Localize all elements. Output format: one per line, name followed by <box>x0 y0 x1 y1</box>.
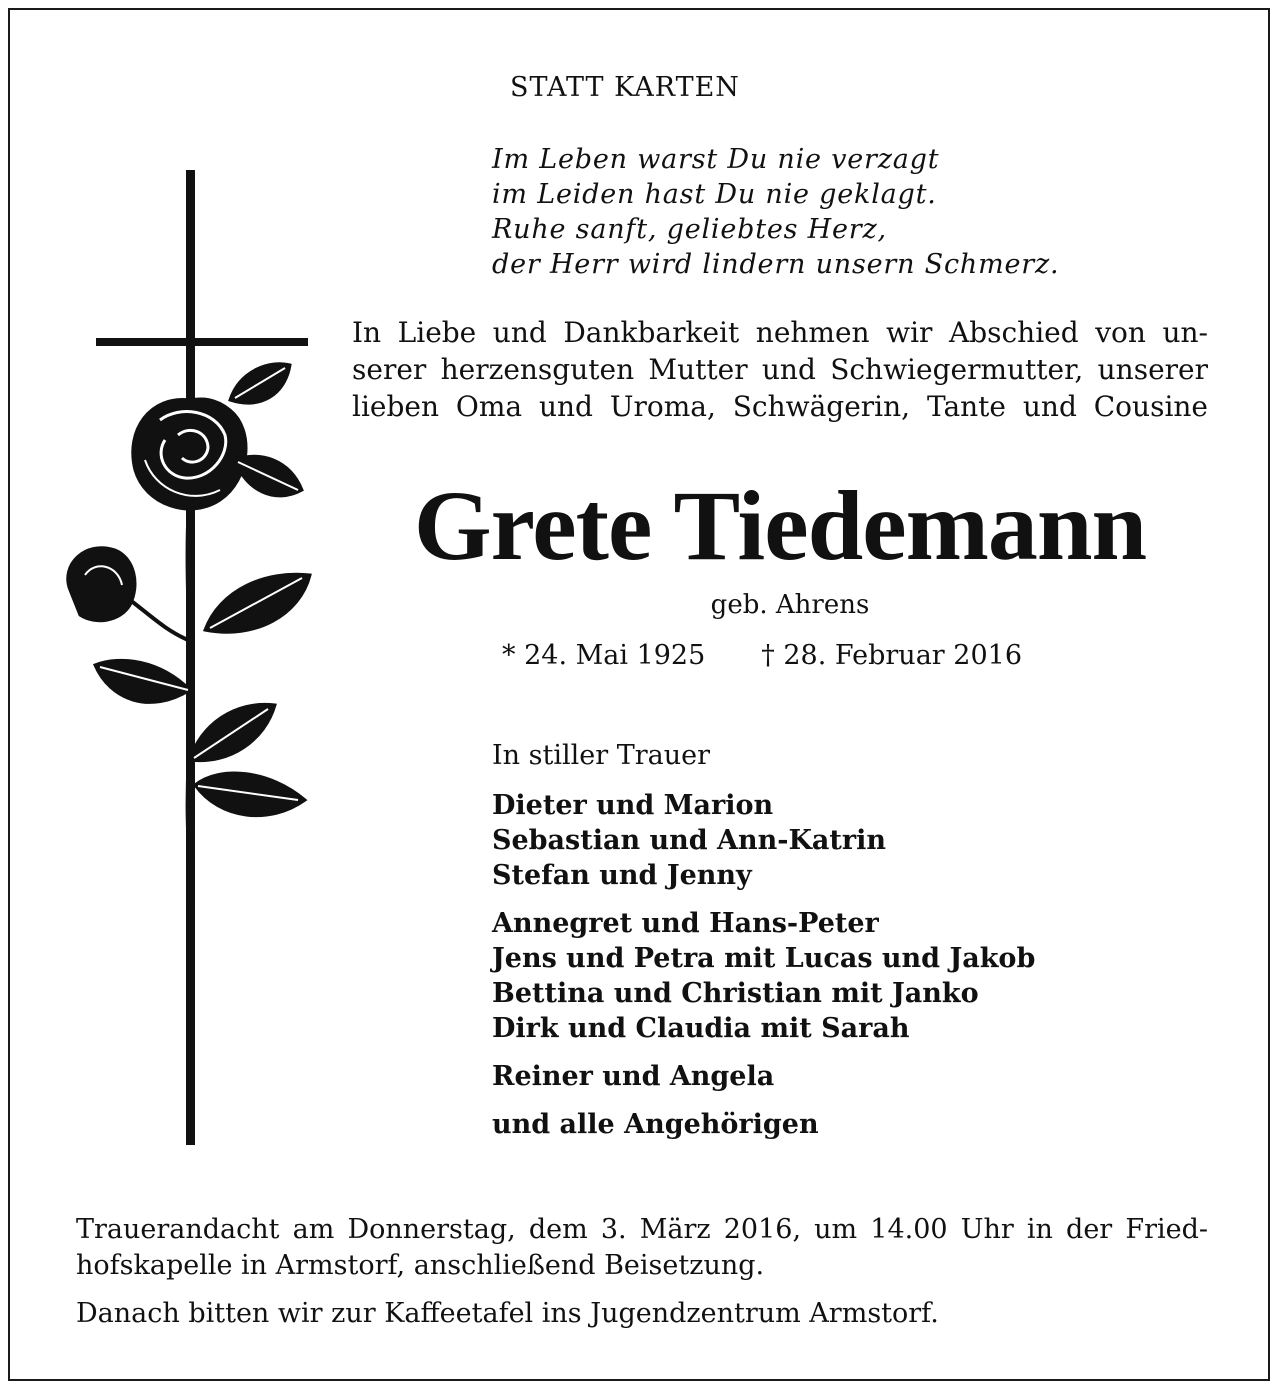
birth-name: geb. Ahrens <box>710 590 870 620</box>
poem-line: der Herr wird lindern unsern Schmerz. <box>492 249 1060 280</box>
mourner-line: Stefan und Jenny <box>492 860 752 891</box>
intro-line: serer herzensguten Mutter und Schwiegermutter, unserer <box>352 353 1208 386</box>
mourner-group <box>492 788 1035 893</box>
intro-line: lieben Oma und Uroma, Schwägerin, Tante und Cousine <box>352 390 1208 423</box>
poem-line: Im Leben warst Du nie verzagt <box>492 144 940 175</box>
service-info <box>76 1212 1208 1332</box>
mourner-line: Annegret und Hans-Peter <box>492 908 879 939</box>
birth-date: * 24. Mai 1925 <box>502 640 706 671</box>
mourner-line: Dirk und Claudia mit Sarah <box>492 1013 910 1044</box>
mourner-line: Bettina und Christian mit Janko <box>492 978 979 1009</box>
life-dates <box>502 640 1022 671</box>
death-date: † 28. Februar 2016 <box>761 640 1022 671</box>
service-paragraph <box>76 1212 1208 1284</box>
mourner-line: Sebastian und Ann-Katrin <box>492 825 887 856</box>
notice-header: STATT KARTEN <box>510 72 740 103</box>
mourner-line: und alle Angehörigen <box>492 1109 819 1140</box>
mourner-group <box>492 1107 1035 1142</box>
cross-rose-artwork <box>40 160 330 1160</box>
mourner-line: Reiner und Angela <box>492 1061 775 1092</box>
cross-icon <box>96 170 308 1145</box>
mourner-line: Jens und Petra mit Lucas und Jakob <box>492 943 1036 974</box>
service-line: hofskapelle in Armstorf, anschließend Beisetzung. <box>76 1250 765 1281</box>
mourning-heading: In stiller Trauer <box>492 740 711 771</box>
mourners-list <box>492 788 1035 1155</box>
reception-paragraph: Danach bitten wir zur Kaffeetafel ins Jugendzentrum Armstorf. <box>76 1298 939 1329</box>
intro-line: In Liebe und Dankbarkeit nehmen wir Abschied von un- <box>352 316 1208 349</box>
intro-text <box>352 314 1208 425</box>
service-line: Trauerandacht am Donnerstag, dem 3. März 2016, um 14.00 Uhr in der Fried- <box>76 1214 1208 1245</box>
mourner-group <box>492 1059 1035 1094</box>
poem-line: im Leiden hast Du nie geklagt. <box>492 179 937 210</box>
mourner-line: Dieter und Marion <box>492 790 774 821</box>
deceased-name: Grete Tiedemann <box>413 470 1147 581</box>
poem-line: Ruhe sanft, geliebtes Herz, <box>492 214 887 245</box>
poem <box>492 142 1059 282</box>
mourner-group <box>492 906 1035 1046</box>
rose-icon <box>68 364 310 900</box>
